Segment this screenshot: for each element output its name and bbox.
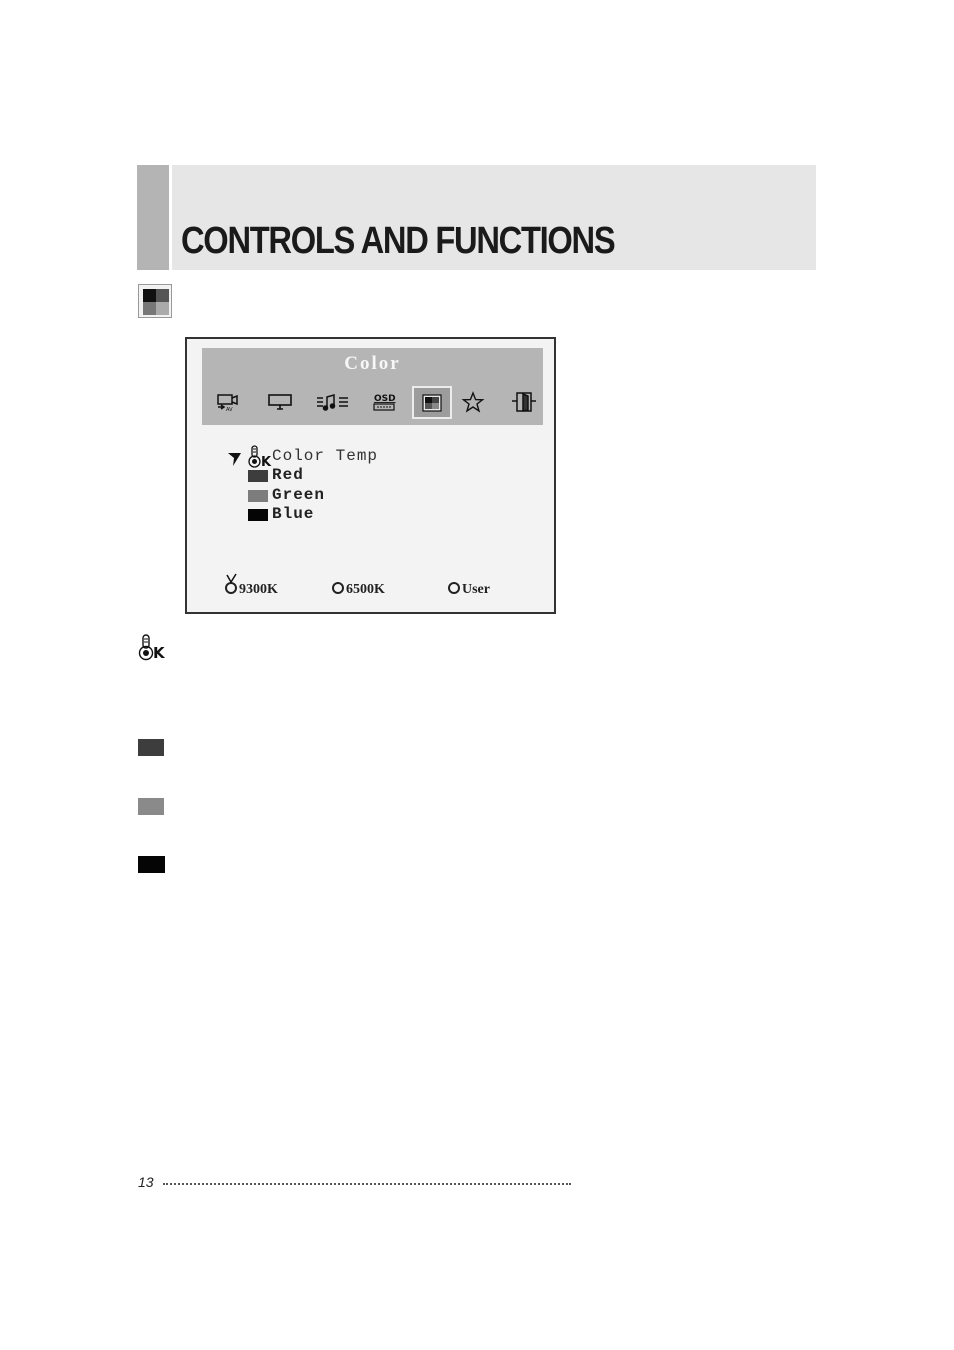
osd-title: Color — [344, 353, 401, 374]
green-swatch — [248, 490, 268, 502]
blue-legend-swatch — [138, 856, 165, 873]
radio-icon — [332, 582, 344, 594]
option-9300k[interactable] — [225, 582, 278, 598]
star-icon[interactable] — [456, 388, 490, 416]
color-icon[interactable] — [412, 386, 452, 419]
thermometer-k-icon — [247, 445, 273, 469]
svg-text:K: K — [261, 455, 272, 469]
red-legend-swatch — [138, 739, 164, 756]
option-6500k[interactable] — [332, 582, 385, 598]
header-accent-bar — [137, 165, 169, 270]
svg-text:K: K — [153, 644, 165, 662]
menu-item-blue[interactable]: Blue — [272, 505, 315, 523]
thermometer-k-icon — [137, 634, 169, 662]
check-mark-icon — [226, 573, 238, 585]
svg-text:AV: AV — [226, 407, 233, 412]
option-user[interactable] — [448, 582, 490, 598]
green-legend-swatch — [138, 798, 164, 815]
option-label: 9300K — [239, 582, 278, 597]
page-title: CONTROLS AND FUNCTIONS — [181, 220, 615, 262]
selection-arrow-icon — [227, 451, 243, 467]
option-label: 6500K — [346, 582, 385, 597]
menu-item-green[interactable]: Green — [272, 486, 326, 504]
monitor-icon[interactable] — [263, 388, 297, 416]
option-label: User — [462, 582, 490, 597]
svg-text:OSD: OSD — [374, 394, 396, 404]
menu-item-red[interactable]: Red — [272, 466, 304, 484]
menu-item-color-temp[interactable]: Color Temp — [272, 447, 379, 465]
radio-icon — [448, 582, 460, 594]
input-av-icon[interactable] — [211, 388, 245, 416]
blue-swatch — [248, 509, 268, 521]
osd-header — [202, 348, 543, 425]
osd-icon[interactable] — [367, 388, 401, 416]
exit-door-icon[interactable] — [507, 388, 541, 416]
color-quad-icon — [138, 284, 172, 318]
audio-icon[interactable] — [316, 388, 350, 416]
page-number: 13 — [138, 1174, 154, 1190]
footer-dotted-rule — [163, 1183, 571, 1185]
osd-menu-panel — [185, 337, 556, 614]
red-swatch — [248, 470, 268, 482]
